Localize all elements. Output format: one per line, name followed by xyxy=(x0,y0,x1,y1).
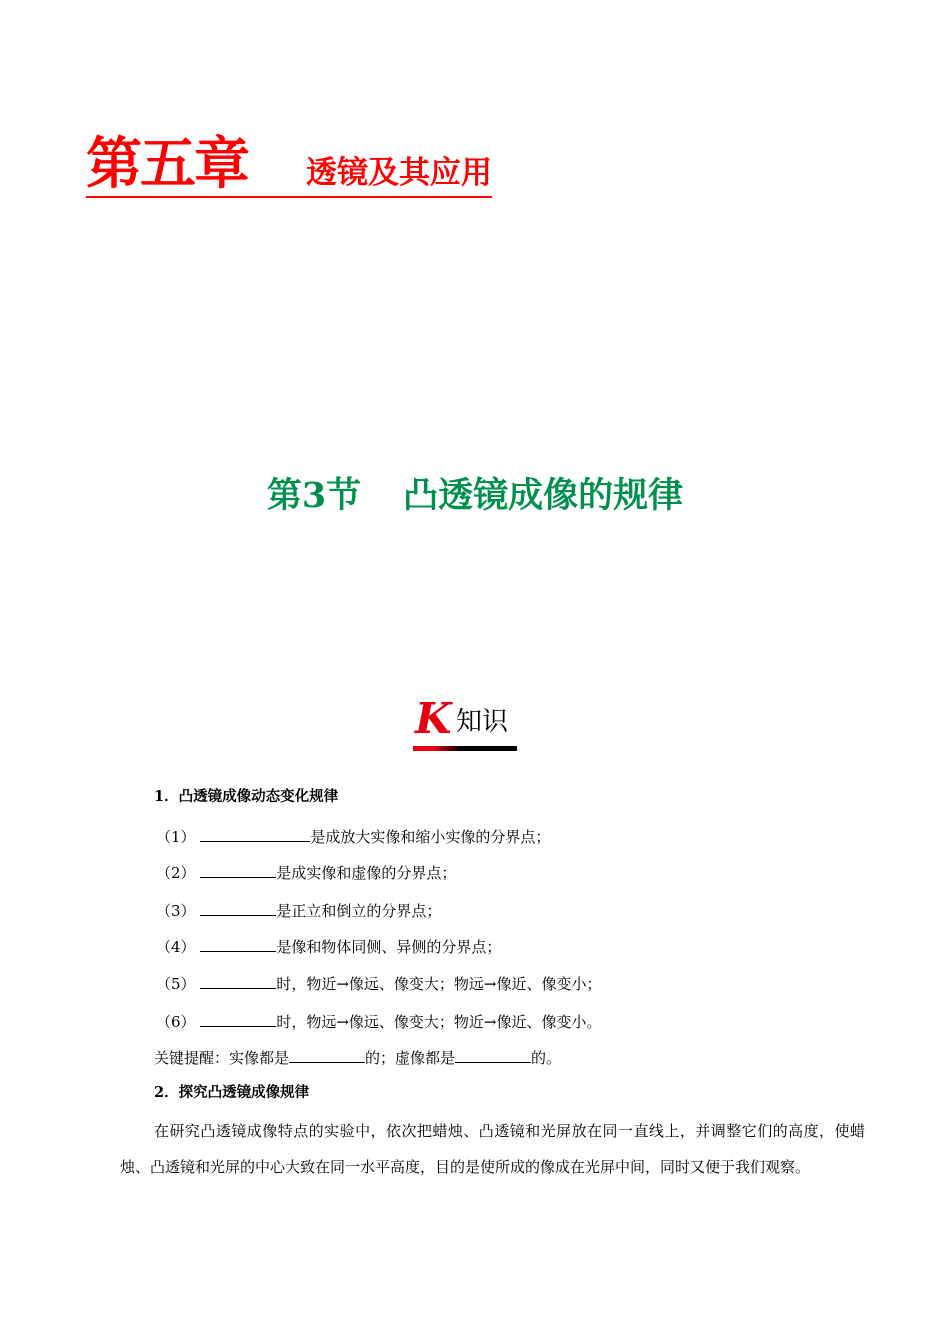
item-text: 是正立和倒立的分界点； xyxy=(276,902,442,920)
heading-1-number: 1 xyxy=(154,788,165,805)
item-label: （5） xyxy=(156,975,196,993)
item-label: （4） xyxy=(156,938,196,956)
paragraph: 在研究凸透镜成像特点的实验中，依次把蜡烛、凸透镜和光屏放在同一直线上，并调整它们的高度，使蜡烛、凸透镜和光屏的中心大致在同一水平高度，目的是使所成的像成在光屏中间，同时又便于我们观察。 xyxy=(120,1122,865,1176)
fill-blank[interactable] xyxy=(455,1048,531,1063)
knowledge-label: 知识 xyxy=(456,707,509,737)
heading-2-text: ．探究凸透镜成像规律 xyxy=(164,1085,310,1101)
heading-1 xyxy=(154,790,338,805)
chapter-number: 第五章 xyxy=(86,131,248,197)
fill-blank[interactable] xyxy=(200,827,310,842)
heading-2-number: 2 xyxy=(154,1084,165,1101)
fill-blank[interactable] xyxy=(200,1012,276,1027)
item-text: 是像和物体同侧、异侧的分界点； xyxy=(276,938,502,956)
heading-2 xyxy=(154,1086,309,1101)
item-text: 时，物近→像远、像变大；物远→像近、像变小； xyxy=(276,975,602,993)
chapter-title xyxy=(86,131,492,198)
list-item xyxy=(156,974,601,992)
chapter-name: 透镜及其应用 xyxy=(306,155,492,191)
knowledge-badge xyxy=(413,694,523,754)
heading-1-text: ．凸透镜成像动态变化规律 xyxy=(164,789,339,805)
list-item xyxy=(156,901,441,919)
tip-middle: 的；虚像都是 xyxy=(365,1049,456,1067)
key-tip xyxy=(154,1048,561,1066)
item-text: 是成实像和虚像的分界点； xyxy=(276,864,457,882)
list-item xyxy=(156,937,501,955)
section-title xyxy=(0,475,950,516)
fill-blank[interactable] xyxy=(200,901,276,916)
list-item xyxy=(156,827,550,845)
fill-blank[interactable] xyxy=(200,937,276,952)
badge-underline xyxy=(413,746,517,751)
item-text: 是成放大实像和缩小实像的分界点； xyxy=(310,828,551,846)
item-label: （2） xyxy=(156,864,196,882)
item-text: 时，物远→像远、像变大；物近→像近、像变小。 xyxy=(276,1013,602,1031)
item-label: （3） xyxy=(156,902,196,920)
fill-blank[interactable] xyxy=(200,974,276,989)
item-label: （1） xyxy=(156,828,196,846)
section-number: 第3节 xyxy=(266,475,362,516)
tip-prefix: 关键提醒：实像都是 xyxy=(154,1049,290,1067)
fill-blank[interactable] xyxy=(289,1048,365,1063)
tip-suffix: 的。 xyxy=(531,1049,562,1067)
item-label: （6） xyxy=(156,1013,196,1031)
knowledge-k-icon: K xyxy=(415,694,452,743)
list-item xyxy=(156,863,456,881)
fill-blank[interactable] xyxy=(200,863,276,878)
section-name: 凸透镜成像的规律 xyxy=(403,475,684,516)
list-item xyxy=(156,1012,601,1030)
